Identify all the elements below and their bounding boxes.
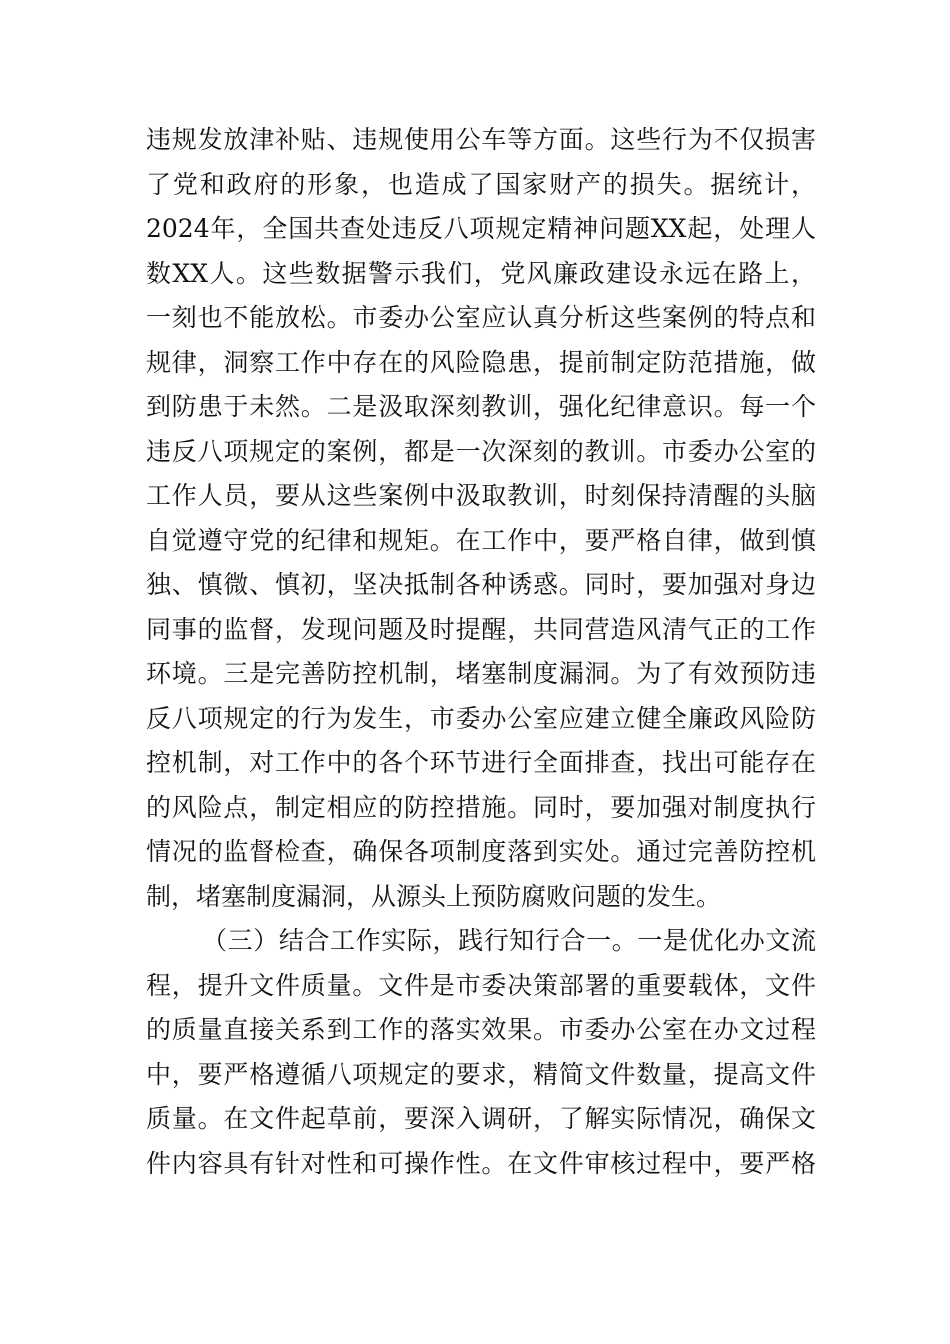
text-line: 同事的监督，发现问题及时提醒，共同营造风清气正的工作 [146,614,816,644]
text-line: 2024年，全国共查处违反八项规定精神问题XX起，处理人 [146,214,816,243]
text-line: 了党和政府的形象，也造成了国家财产的损失。据统计， [146,169,816,199]
text-line: 制，堵塞制度漏洞，从源头上预防腐败问题的发生。 [146,881,722,911]
text-line: 环境。三是完善防控机制，堵塞制度漏洞。为了有效预防违 [146,659,816,688]
text-line: 到防患于未然。二是汲取深刻教训，强化纪律意识。每一个 [146,392,816,421]
text-line: 中，要严格遵循八项规定的要求，精简文件数量，提高文件 [146,1059,816,1089]
text-line: 工作人员，要从这些案例中汲取教训，时刻保持清醒的头脑 [146,481,816,510]
text-line: 数XX人。这些数据警示我们，党风廉政建设永远在路上， [146,258,816,288]
text-line: 独、慎微、慎初，坚决抵制各种诱惑。同时，要加强对身边 [146,570,816,599]
text-line: 控机制，对工作中的各个环节进行全面排查，找出可能存在 [146,748,816,777]
text-line: 规律，洞察工作中存在的风险隐患，提前制定防范措施，做 [146,347,816,377]
text-line: 违反八项规定的案例，都是一次深刻的教训。市委办公室的 [146,436,816,466]
text-line: 情况的监督检查，确保各项制度落到实处。通过完善防控机 [146,837,816,866]
text-line: 一刻也不能放松。市委办公室应认真分析这些案例的特点和 [146,303,816,332]
text-line: 的质量直接关系到工作的落实效果。市委办公室在办文过程 [146,1015,816,1044]
text-line: 自觉遵守党的纪律和规矩。在工作中，要严格自律，做到慎 [146,525,816,555]
text-line: 反八项规定的行为发生，市委办公室应建立健全廉政风险防 [146,703,816,733]
body-text [146,118,816,1186]
section-heading-line: （三）结合工作实际，践行知行合一。一是优化办文流 [202,926,816,955]
text-line: 的风险点，制定相应的防控措施。同时，要加强对制度执行 [146,792,816,822]
text-line: 件内容具有针对性和可操作性。在文件审核过程中，要严格 [146,1148,816,1178]
text-line: 质量。在文件起草前，要深入调研，了解实际情况，确保文 [146,1104,816,1133]
text-line: 违规发放津补贴、违规使用公车等方面。这些行为不仅损害 [146,125,816,154]
text-line: 程，提升文件质量。文件是市委决策部署的重要载体，文件 [146,970,816,1000]
